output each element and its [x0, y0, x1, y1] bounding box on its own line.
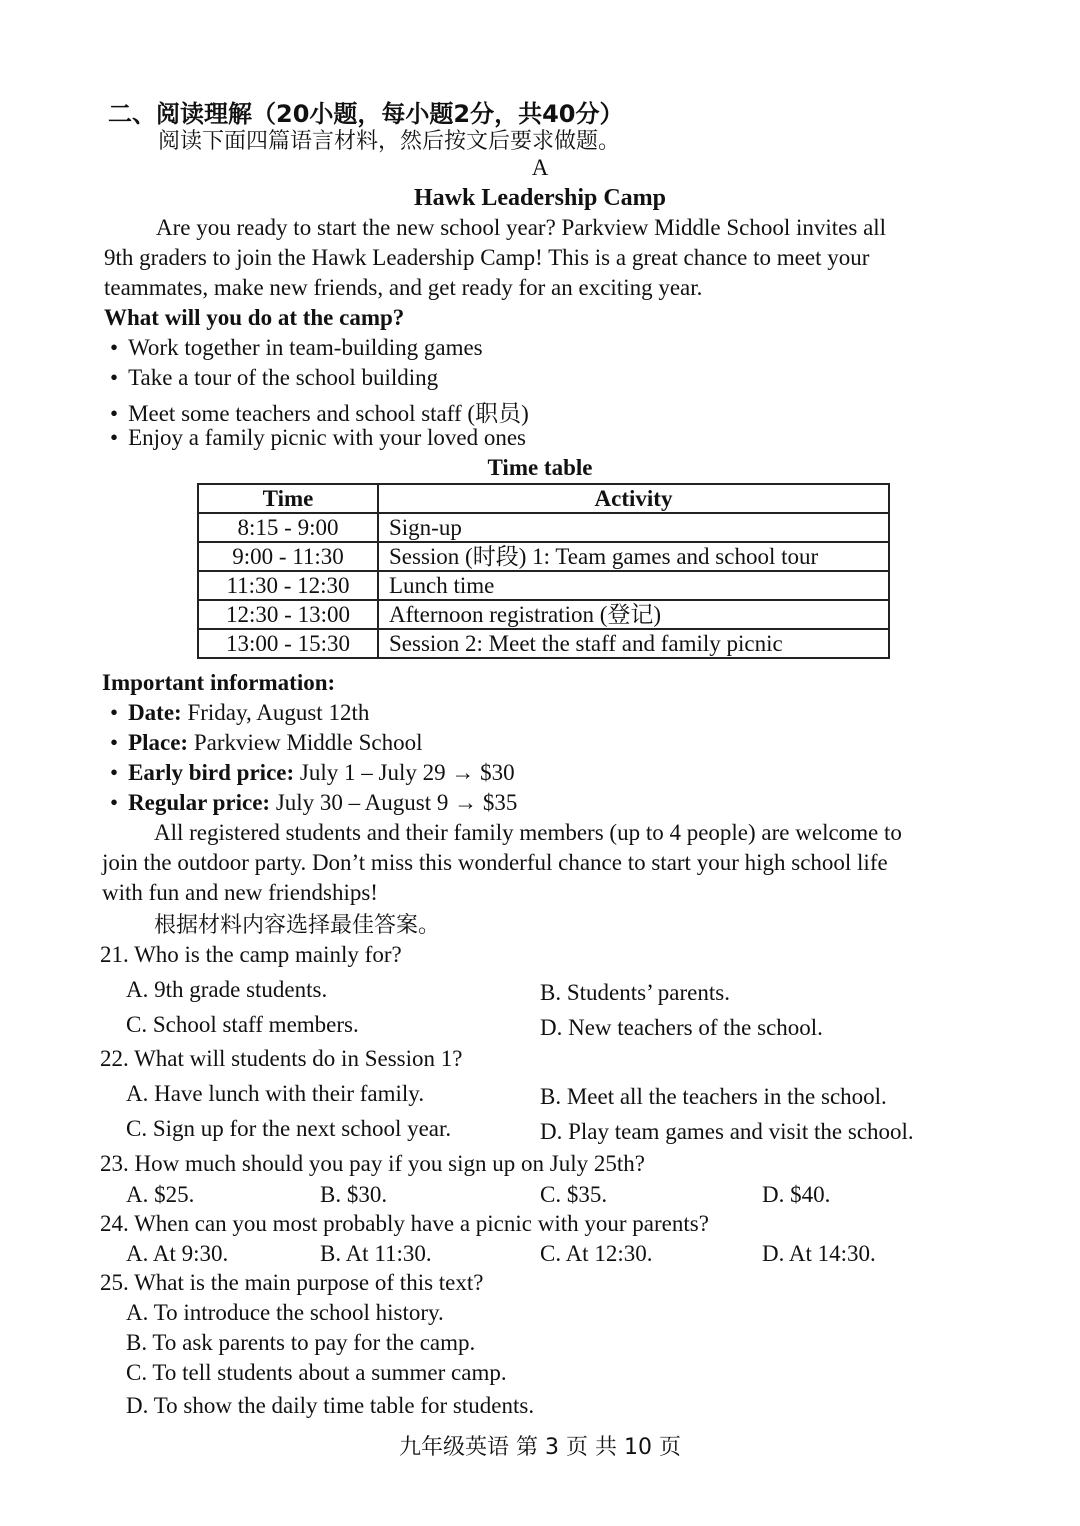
- timetable-activity-cell: Session 2: Meet the staff and family picnic: [378, 629, 889, 658]
- info-item: [110, 760, 515, 786]
- timetable-row: [198, 571, 889, 600]
- answer-option: A. Have lunch with their family.: [126, 1081, 425, 1106]
- camp-activity-item: • Enjoy a family picnic with your loved ones: [110, 425, 526, 451]
- timetable-header-time: Time: [198, 484, 378, 513]
- answer-option: A. 9th grade students.: [126, 977, 328, 1002]
- answer-option: B. Students’ parents.: [540, 980, 730, 1005]
- answer-option: A. To introduce the school history.: [126, 1300, 444, 1325]
- info-value: July 30 – August 9 → $35: [275, 790, 518, 815]
- timetable-activity-cell: Session (时段) 1: Team games and school tour: [378, 542, 889, 571]
- timetable-activity-cell: Afternoon registration (登记): [378, 600, 889, 629]
- answer-option: C. At 12:30.: [540, 1241, 653, 1266]
- info-item: [110, 730, 423, 756]
- answer-instruction: 根据材料内容选择最佳答案。: [154, 913, 441, 938]
- timetable: [197, 483, 890, 659]
- answer-option: D. At 14:30.: [762, 1241, 876, 1266]
- timetable-activity-cell: Sign-up: [378, 513, 889, 542]
- answer-option: D. New teachers of the school.: [540, 1015, 823, 1040]
- answer-option: C. School staff members.: [126, 1012, 359, 1037]
- closing-line: join the outdoor party. Don’t miss this wonderful chance to start your high school life: [102, 850, 888, 875]
- info-item: [110, 700, 369, 726]
- timetable-row: [198, 629, 889, 658]
- question-stem: 23. How much should you pay if you sign up on July 25th?: [100, 1151, 645, 1176]
- info-value: Friday, August 12th: [187, 700, 370, 725]
- info-label: Early bird price:: [128, 760, 295, 785]
- page-footer: 九年级英语 第 3 页 共 10 页: [399, 1435, 681, 1460]
- answer-option: A. $25.: [126, 1182, 195, 1207]
- answer-option: B. At 11:30.: [320, 1241, 432, 1266]
- section-instruction: 阅读下面四篇语言材料，然后按文后要求做题。: [158, 129, 621, 154]
- timetable-time-cell: 8:15 - 9:00: [198, 513, 378, 542]
- answer-option: D. To show the daily time table for students.: [126, 1393, 535, 1418]
- info-label: Date:: [128, 700, 182, 725]
- passage-label: A: [531, 155, 549, 180]
- intro-line: 9th graders to join the Hawk Leadership Camp! This is a great chance to meet your: [104, 245, 870, 270]
- timetable-header-row: [198, 484, 889, 513]
- intro-line: Are you ready to start the new school year? Parkview Middle School invites all: [156, 215, 887, 240]
- timetable-activity-cell: Lunch time: [378, 571, 889, 600]
- timetable-header-activity: Activity: [378, 484, 889, 513]
- answer-option: C. $35.: [540, 1182, 608, 1207]
- camp-activity-item: • Take a tour of the school building: [110, 365, 438, 391]
- intro-line: teammates, make new friends, and get ready for an exciting year.: [104, 275, 703, 300]
- closing-line: All registered students and their family members (up to 4 people) are welcome to: [154, 820, 902, 845]
- question-stem: 22. What will students do in Session 1?: [100, 1046, 463, 1071]
- answer-option: C. To tell students about a summer camp.: [126, 1360, 507, 1385]
- timetable-time-cell: 11:30 - 12:30: [198, 571, 378, 600]
- answer-option: C. Sign up for the next school year.: [126, 1116, 452, 1141]
- camp-activity-item: • Meet some teachers and school staff (职员): [110, 395, 529, 428]
- info-heading: Important information:: [102, 670, 336, 695]
- timetable-title: Time table: [487, 455, 593, 480]
- timetable-time-cell: 9:00 - 11:30: [198, 542, 378, 571]
- answer-option: B. Meet all the teachers in the school.: [540, 1084, 887, 1109]
- answer-option: D. Play team games and visit the school.: [540, 1119, 914, 1144]
- question-stem: 24. When can you most probably have a picnic with your parents?: [100, 1211, 709, 1236]
- info-value: July 1 – July 29 → $30: [299, 760, 515, 785]
- question-stem: 25. What is the main purpose of this text?: [100, 1270, 484, 1295]
- answer-option: B. $30.: [320, 1182, 388, 1207]
- info-label: Regular price:: [128, 790, 271, 815]
- timetable-time-cell: 13:00 - 15:30: [198, 629, 378, 658]
- camp-heading: What will you do at the camp?: [104, 305, 405, 330]
- info-item: [110, 790, 517, 816]
- passage-title: Hawk Leadership Camp: [413, 185, 667, 211]
- answer-option: B. To ask parents to pay for the camp.: [126, 1330, 476, 1355]
- info-label: Place:: [128, 730, 189, 755]
- camp-activity-item: • Work together in team-building games: [110, 335, 483, 361]
- answer-option: A. At 9:30.: [126, 1241, 229, 1266]
- info-value: Parkview Middle School: [193, 730, 423, 755]
- timetable-row: [198, 513, 889, 542]
- question-stem: 21. Who is the camp mainly for?: [100, 942, 402, 967]
- timetable-time-cell: 12:30 - 13:00: [198, 600, 378, 629]
- answer-option: D. $40.: [762, 1182, 831, 1207]
- timetable-row: [198, 542, 889, 571]
- section-heading: 二、阅读理解（20小题，每小题2分，共40分）: [108, 100, 624, 128]
- timetable-row: [198, 600, 889, 629]
- closing-line: with fun and new friendships!: [102, 880, 378, 905]
